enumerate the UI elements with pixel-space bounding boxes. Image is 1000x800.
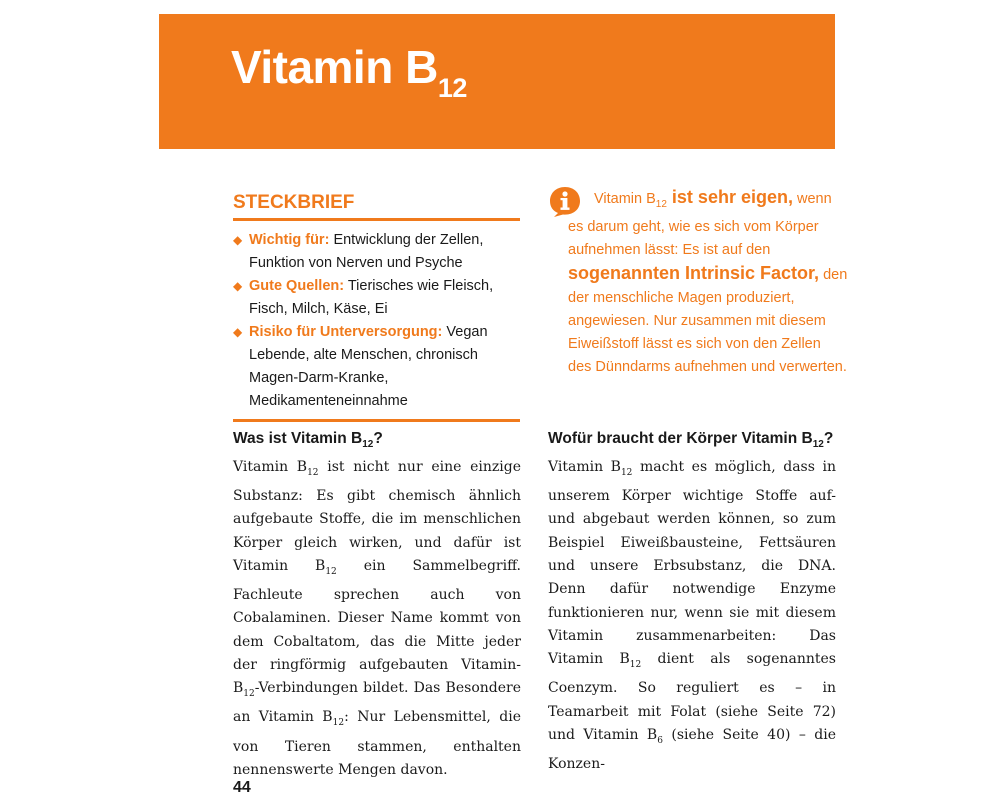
body-subscript: 12 [307,467,319,478]
heading-subscript: 12 [812,439,824,451]
body-text: (siehe Seite 40) – die Konzen- [548,726,836,773]
body-subscript: 12 [325,566,337,577]
heading-text: Wofür braucht der Körper Vitamin B [548,430,813,447]
body-text: -Verbindungen bildet. Das Besondere an Vitamin B [233,680,521,726]
body-subscript: 12 [620,467,633,478]
info-text-lead [568,187,793,210]
body-text: Vitamin B [548,459,621,476]
fact-sheet-heading: STECKBRIEF [233,192,520,221]
info-callout [548,186,848,379]
body-paragraph [233,456,521,782]
body-subscript: 6 [657,735,663,746]
body-paragraph [548,456,836,776]
fact-key: Risiko für Unterversorgung: [249,324,443,340]
body-text: ist nicht nur eine einzige Substanz: Es gibt chemisch ähnlich aufgebaute Stoffe, die im menschlichen Körper gleich wirken, und dafür ist Vitamin B [233,459,521,575]
info-emphasis: sogenannten Intrinsic Factor, [568,262,820,283]
heading-text-end: ? [823,430,834,447]
diamond-bullet-icon: ◆ [233,233,243,247]
chapter-title [231,40,467,104]
body-text: macht es möglich, dass in unserem Körper wichtige Stoffe auf- und abgebaut werden können, so zum Beispiel Eiweißbausteine, Fettsäuren und unsere Erbsubstanz, die DNA. Denn dafür notwendige Enzyme funktionieren nur, wenn sie mit diesem Vitamin zusammenarbeiten: Das Vitamin B [548,459,836,668]
body-text: : Nur Lebensmittel, die von Tieren stammen, enthalten nennenswerte Mengen davon. [233,709,522,778]
body-subscript: 12 [629,660,642,671]
info-emphasis: ist sehr eigen, [666,187,793,207]
info-text-part: wenn es darum geht, wie es sich vom Körper aufnehmen lässt: Es ist auf den [568,191,832,258]
info-text-subscript: 12 [655,198,667,210]
body-subscript: 12 [243,689,255,700]
chapter-title-text: Vitamin B [231,41,438,93]
chapter-title-subscript: 12 [437,73,467,103]
section-heading-what-for [548,427,836,456]
diamond-bullet-icon: ◆ [233,325,243,339]
body-text: Vitamin B [233,459,308,476]
body-subscript: 12 [332,718,345,729]
fact-sheet-item [233,321,520,413]
fact-value: Vegan Lebende, alte Menschen, chronisch Magen-Darm-Kranke, Medikamenteneinnahme [249,324,488,409]
chapter-header-banner [159,14,835,149]
fact-key: Wichtig für: [249,232,330,248]
fact-sheet-box [233,192,520,422]
fact-sheet-item [233,275,520,321]
info-icon [548,186,582,218]
heading-text: Was ist Vitamin B [233,430,363,447]
info-callout-text [548,186,848,379]
body-text: dient als sogenanntes Coenzym. So reguliert es – in Teamarbeit mit Folat (siehe Seite 72) und Vitamin B [548,651,836,743]
body-text: ein Sammelbegriff. Fachleute sprechen auch von Cobalaminen. Dieser Name kommt von dem Cobaltatom, das die Mitte jeder der ringförmig aufgebauten Vitamin-B [233,558,521,697]
fact-sheet-item [233,229,520,275]
info-text-part: Vitamin B [594,191,656,207]
info-text-part: den der menschliche Magen produziert, angewiesen. Nur zusammen mit diesem Eiweißstoff lässt es sich von den Zellen des Dünndarms aufnehmen und verwerten. [568,266,848,375]
heading-text-end: ? [373,430,383,447]
page-number: 44 [233,779,251,796]
heading-subscript: 12 [362,439,374,451]
fact-value: Tierisches wie Fleisch, Fisch, Milch, Käse, Ei [249,278,494,317]
right-column [548,427,836,776]
diamond-bullet-icon: ◆ [233,279,243,293]
left-column [233,427,521,782]
section-heading-what-is [233,427,521,456]
fact-value: Entwicklung der Zellen, Funktion von Nerven und Psyche [249,232,484,271]
fact-sheet-list [233,221,520,422]
fact-key: Gute Quellen: [249,278,345,294]
